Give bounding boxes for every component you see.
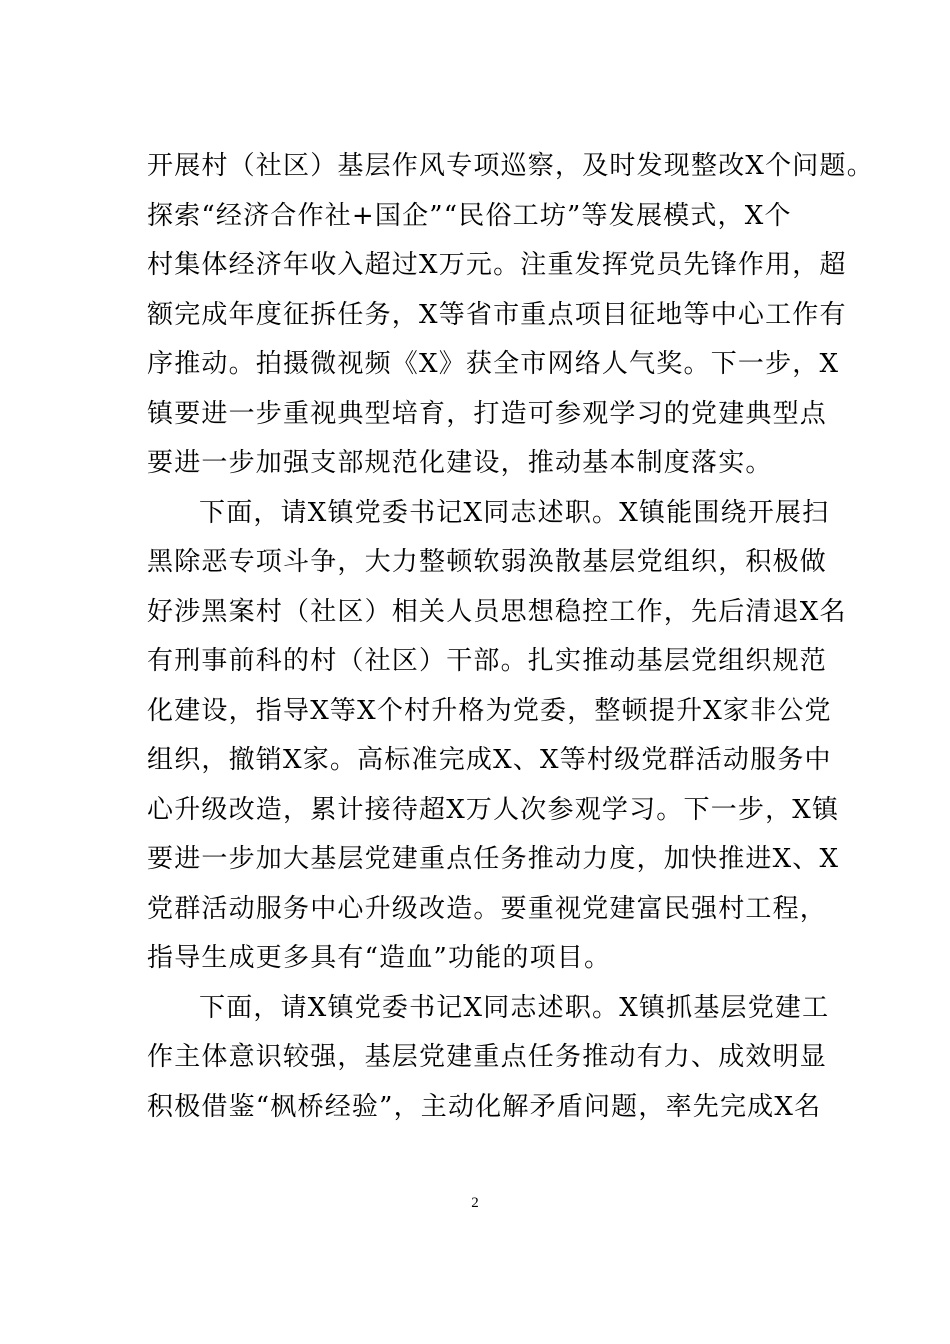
- text-line: 指导生成更多具有“造血”功能的项目。: [147, 943, 612, 973]
- text-line: 开展村（社区）基层作风专项巡察，及时发现整改X个问题。: [147, 151, 874, 181]
- text-line: 探索“经济合作社+国企”“民俗工坊”等发展模式，X个: [147, 200, 792, 231]
- text-line: 化建设，指导X等X个村升格为党委，整顿提升X家非公党: [147, 695, 832, 726]
- body-text: [147, 142, 874, 1132]
- text-line: 序推动。拍摄微视频《X》获全市网络人气奖。下一步，X: [147, 349, 840, 379]
- text-line: 作主体意识较强，基层党建重点任务推动有力、成效明显: [147, 1042, 828, 1072]
- text-line: 村集体经济年收入超过X万元。注重发挥党员先锋作用，超: [147, 250, 847, 280]
- text-line: 有刑事前科的村（社区）干部。扎实推动基层党组织规范: [147, 646, 828, 676]
- text-line: 额完成年度征拆任务，X等省市重点项目征地等中心工作有: [147, 299, 847, 330]
- text-line: 要进一步加强支部规范化建设，推动基本制度落实。: [147, 448, 773, 478]
- paragraph-first-line: 下面，请X镇党委书记X同志述职。X镇能围绕开展扫: [199, 497, 830, 528]
- page-number: 2: [471, 1195, 479, 1211]
- text-line: 黑除恶专项斗争，大力整顿软弱涣散基层党组织，积极做: [147, 547, 828, 577]
- text-line: 心升级改造，累计接待超X万人次参观学习。下一步，X镇: [147, 794, 840, 825]
- text-line: 积极借鉴“枫桥经验”，主动化解矛盾问题，率先完成X名: [147, 1091, 822, 1122]
- paragraph-first-line: 下面，请X镇党委书记X同志述职。X镇抓基层党建工: [199, 992, 830, 1023]
- text-line: 镇要进一步重视典型培育，打造可参观学习的党建典型点: [147, 398, 828, 429]
- text-line: 要进一步加大基层党建重点任务推动力度，加快推进X、X: [147, 844, 840, 874]
- text-line: 组织，撤销X家。高标准完成X、X等村级党群活动服务中: [147, 745, 832, 775]
- text-line: 好涉黑案村（社区）相关人员思想稳控工作，先后清退X名: [147, 596, 847, 627]
- text-line: 党群活动服务中心升级改造。要重视党建富民强村工程，: [147, 893, 828, 924]
